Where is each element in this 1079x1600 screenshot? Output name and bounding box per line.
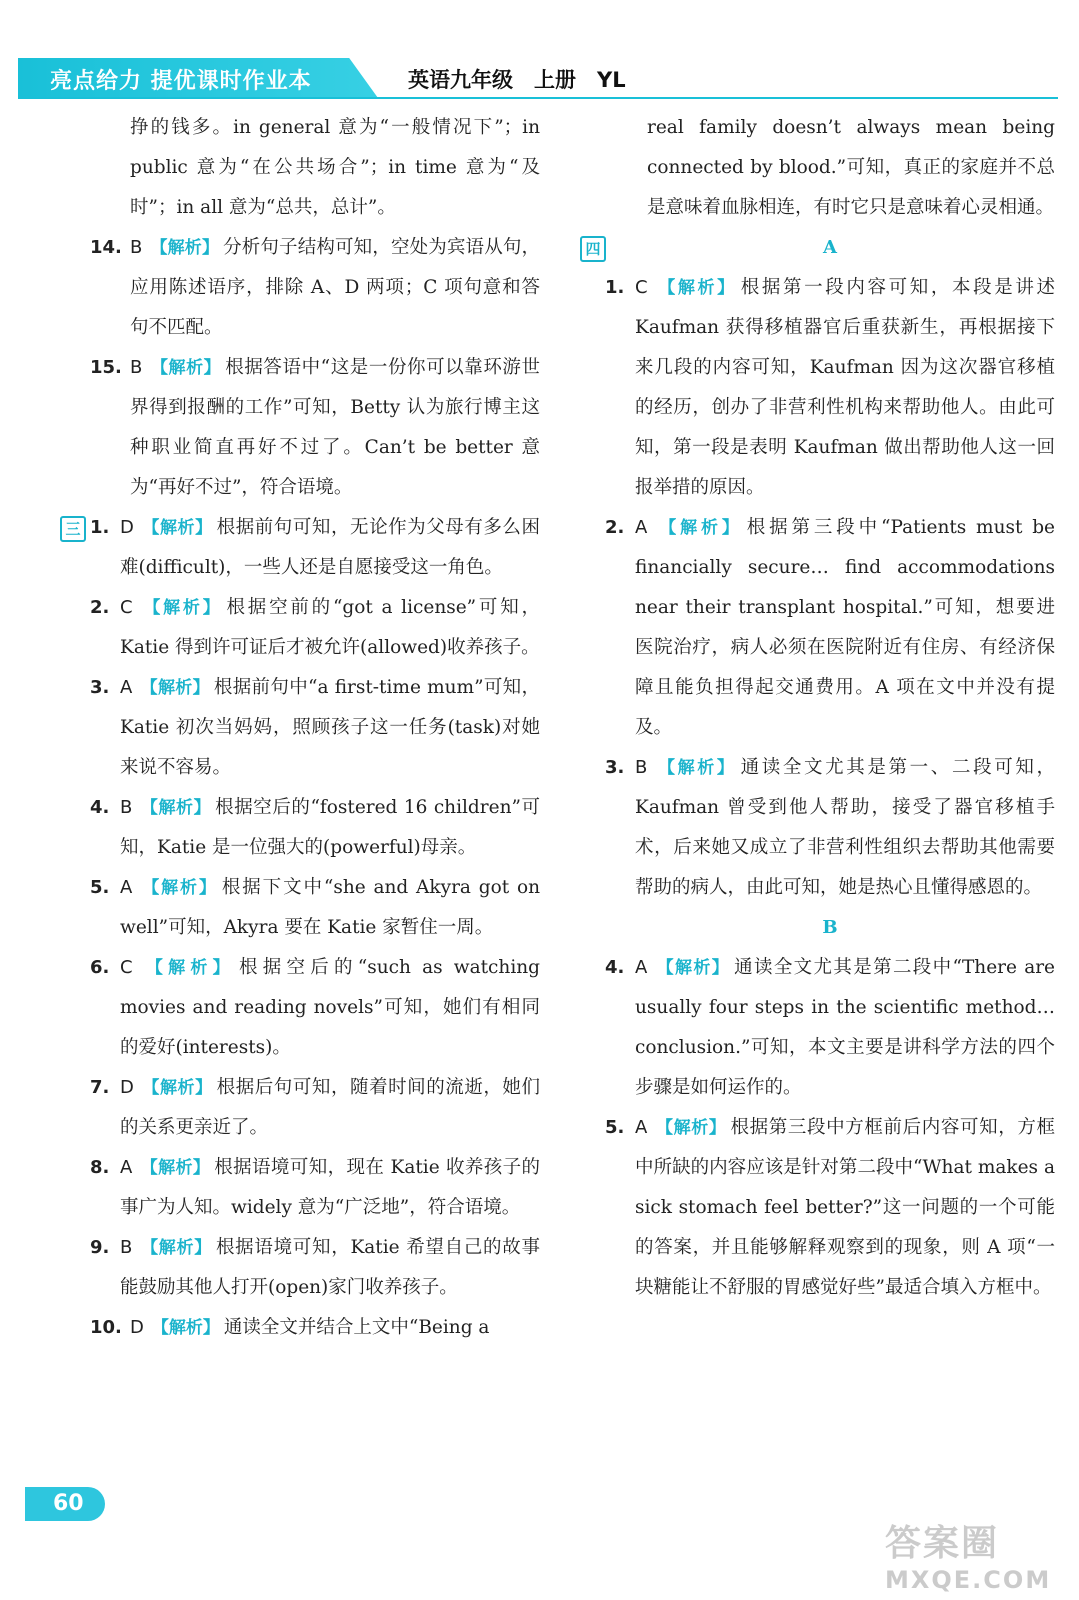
subject-title: 英语九年级 上册 YL	[408, 68, 626, 92]
passage-a-heading: A	[823, 237, 837, 258]
answer-s3-10: 10. D 【解析】 通读全文并结合上文中“Being a	[90, 1317, 490, 1338]
answer-s4-5: 5. A 【解析】 根据第三段中方框前后内容可知，方框中所缺的内容应该是针对第二段中“What makes a sick stomach feel better?”这一问题的一个可能的答案，并且能够解释观察到的现象，则 A 项“一块糖能让不舒服的胃感觉好些”最适合填入方框中。	[605, 1117, 1055, 1298]
answer-s3-6: 6. C 【解析】 根据空后的“such as watching movies and reading novels”可知，她们有相同的爱好(interests)。	[90, 957, 541, 1058]
book-title: 亮点给力 提优课时作业本	[50, 69, 312, 94]
header-rule	[18, 97, 1058, 99]
answer-s4-1: 1. C 【解析】 根据第一段内容可知，本段是讲述 Kaufman 获得移植器官后重获新生，再根据接下来几段的内容可知，Kaufman 因为这次器官移植的经历，创办了非营利性机构来帮助他人。由此可知，第一段是表明 Kaufman 做出帮助他人这一回报举措的原因。	[605, 277, 1055, 498]
answer-s4-4: 4. A 【解析】 通读全文尤其是第二段中“There are usually four steps in the scientific method… conclusion.”可知，本文主要是讲科学方法的四个步骤是如何运作的。	[605, 957, 1056, 1098]
answer-14: 14. B 【解析】 分析句子结构可知，空处为宾语从句，应用陈述语序，排除 A、D 两项；C 项句意和答句不匹配。	[90, 237, 540, 338]
answer-s3-3: 3. A 【解析】 根据前句中“a first-time mum”可知，Katie 初次当妈妈，照顾孩子这一任务(task)对她来说不容易。	[90, 677, 540, 778]
answer-s3-2: 2. C 【解析】 根据空前的“got a license”可知，Katie 得到许可证后才被允许(allowed)收养孩子。	[90, 597, 541, 658]
section-3	[65, 508, 541, 1348]
answer-s3-9: 9. B 【解析】 根据语境可知，Katie 希望自己的故事能鼓励其他人打开(open)家门收养孩子。	[90, 1237, 540, 1298]
right-column	[585, 108, 1056, 1308]
watermark-url: MXQE.COM	[885, 1566, 1052, 1594]
watermark	[885, 1515, 1055, 1595]
watermark-logo: 答案圈	[885, 1523, 1000, 1564]
section-4-marker: 四	[580, 236, 606, 262]
page-header	[0, 0, 1079, 100]
answer-s3-5: 5. A 【解析】 根据下文中“she and Akyra got on well”可知，Akyra 要在 Katie 家暂住一周。	[90, 877, 540, 938]
answer-s3-7: 7. D 【解析】 根据后句可知，随着时间的流逝，她们的关系更亲近了。	[90, 1077, 540, 1138]
answer-15: 15. B 【解析】 根据答语中“这是一份你可以靠环游世界得到报酬的工作”可知，Betty 认为旅行博主这种职业简直再好不过了。Can’t be better 意为“再好不过”，符合语境。	[90, 357, 540, 498]
answer-s4-3: 3. B 【解析】 通读全文尤其是第一、二段可知，Kaufman 曾受到他人帮助，接受了器官移植手术，后来她又成立了非营利性组织去帮助其他需要帮助的病人，由此可知，她是热心且懂得感恩的。	[605, 757, 1055, 898]
continued-text: 挣的钱多。in general 意为“一般情况下”；in public 意为“在公共场合”；in time 意为“及时”；in all 意为“总共，总计”。	[130, 117, 540, 218]
continued-text-right: real family doesn’t always mean being connected by blood.”可知，真正的家庭并不总是意味着血脉相连，有时它只是意味着心灵相通。	[647, 117, 1055, 218]
page-number: 60	[25, 1487, 105, 1521]
section-4	[585, 228, 1056, 1308]
answer-s3-4: 4. B 【解析】 根据空后的“fostered 16 children”可知，Katie 是一位强大的(powerful)母亲。	[90, 797, 540, 858]
section-3-marker: 三	[60, 516, 86, 542]
left-column	[65, 108, 541, 1348]
answer-s4-2: 2. A 【解析】 根据第三段中“Patients must be financially secure… find accommodations near their transplant hospital.”可知，想要进医院治疗，病人必须在医院附近有住房、有经济保障且能负担得起交通费用。A 项在文中并没有提及。	[605, 517, 1056, 738]
answer-s3-1: 1. D 【解析】 根据前句可知，无论作为父母有多么困难(difficult)，一些人还是自愿接受这一角色。	[90, 517, 540, 578]
answer-s3-8: 8. A 【解析】 根据语境可知，现在 Katie 收养孩子的事广为人知。widely 意为“广泛地”，符合语境。	[90, 1157, 540, 1218]
passage-b-heading: B	[822, 917, 838, 938]
